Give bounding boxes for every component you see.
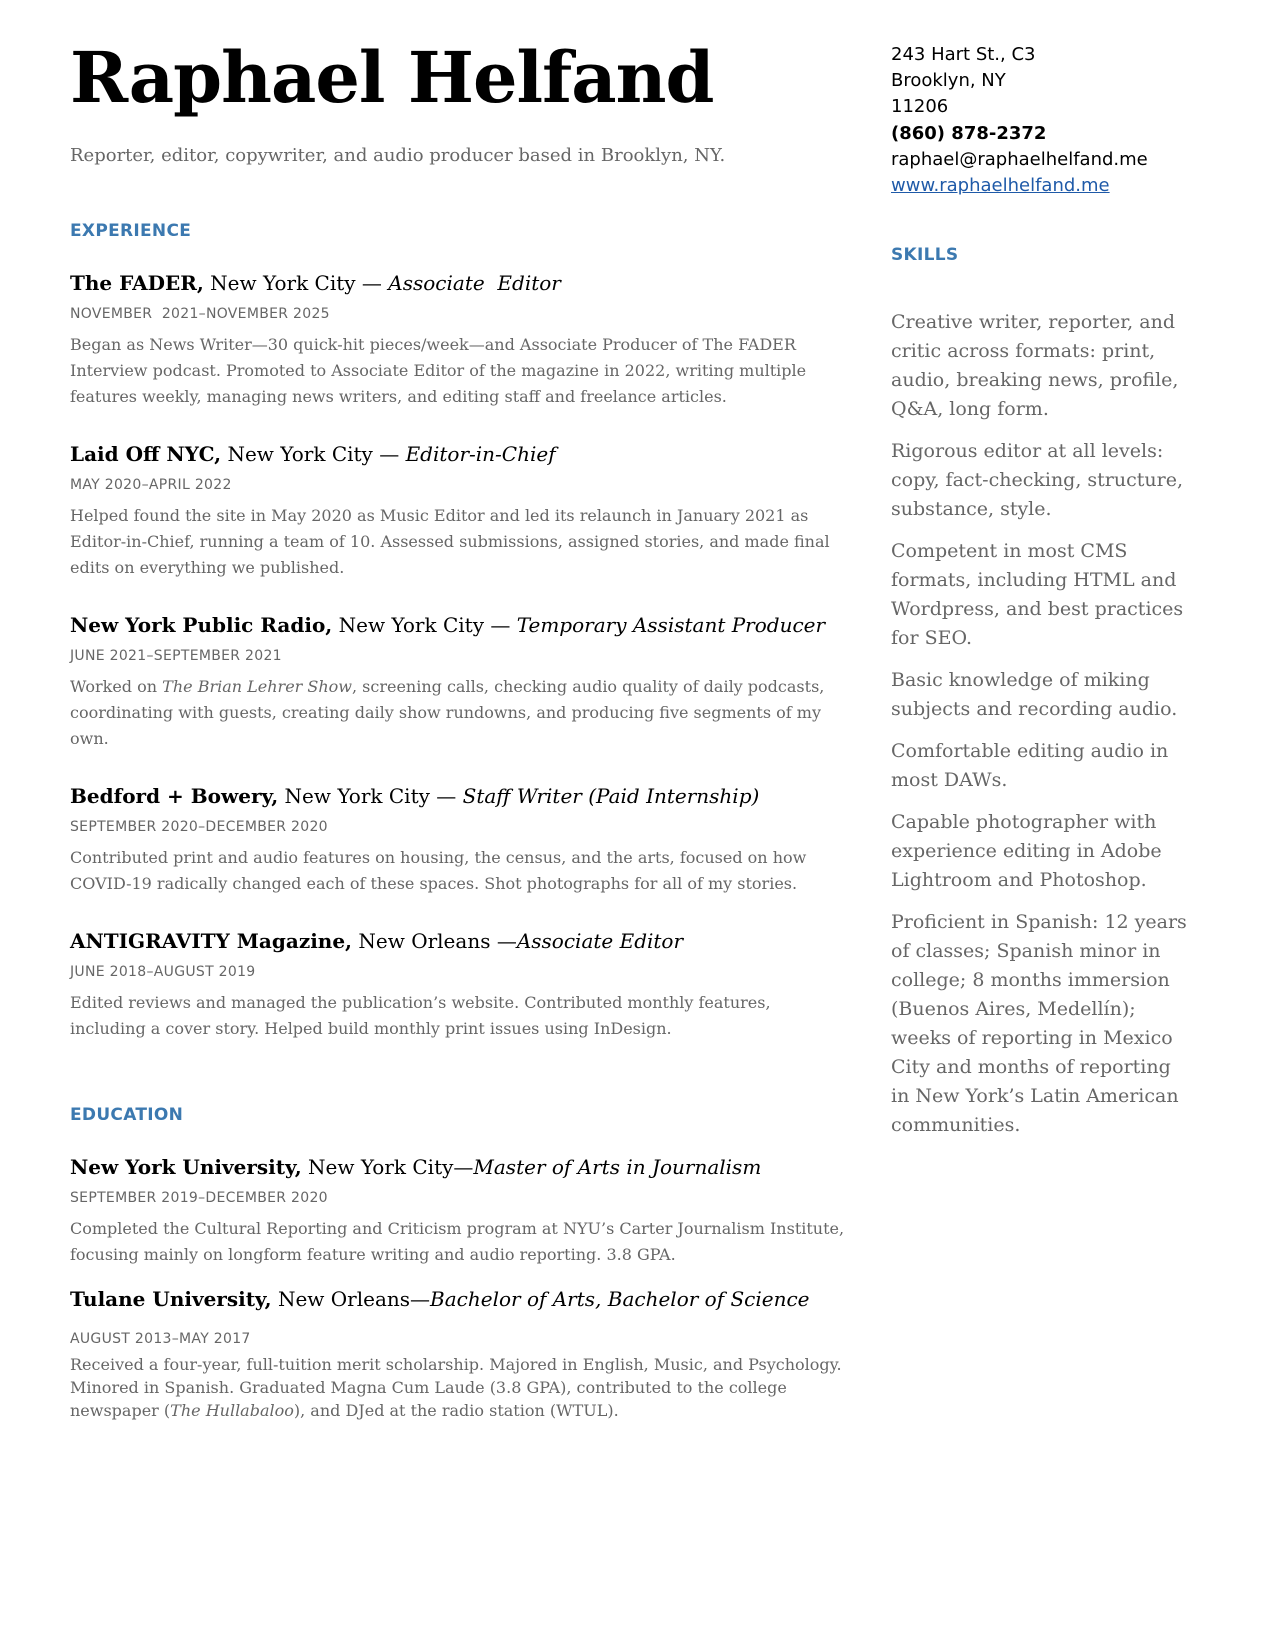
entry-org: Tulane University, <box>70 1287 272 1311</box>
entry-title <box>70 613 850 637</box>
experience-heading: EXPERIENCE <box>70 221 192 241</box>
entry-org: Laid Off NYC, <box>70 442 222 466</box>
desc-text: , screening calls, checking audio quality of daily podcasts, coordinating with guests, creating daily show rundowns, and producing five segments of my own. <box>70 677 825 748</box>
entry-dates: SEPTEMBER 2020–DECEMBER 2020 <box>70 819 328 835</box>
entry-location: New York City — <box>203 271 389 295</box>
skills-list <box>891 308 1191 1153</box>
skill-item: Rigorous editor at all levels: copy, fact-checking, structure, substance, style. <box>891 440 1184 520</box>
experience-entry <box>70 929 850 1042</box>
entry-dates: JUNE 2021–SEPTEMBER 2021 <box>70 648 282 664</box>
newspaper-title: The Hullabaloo <box>170 1401 294 1420</box>
contact-city: Brooklyn, NY <box>891 70 1006 92</box>
entry-description: Began as News Writer—30 quick-hit pieces/week—and Associate Producer of The FADER Interview podcast. Promoted to Associate Editor of the magazine in 2022, writing multiple features weekly, managing news writers, and editing staff and freelance articles. <box>70 335 807 406</box>
entry-description: Helped found the site in May 2020 as Music Editor and led its relaunch in January 2021 as Editor-in-Chief, running a team of 10. Assessed submissions, assigned stories, and made final edits on everything we published. <box>70 506 830 577</box>
entry-title <box>70 784 850 808</box>
entry-degree: Bachelor of Arts, Bachelor of Science <box>430 1287 810 1311</box>
experience-entry <box>70 271 850 410</box>
entry-location: New York City— <box>301 1155 474 1179</box>
entry-location: New York City — <box>332 613 517 637</box>
contact-zip: 11206 <box>891 96 949 118</box>
contact-block <box>891 42 1148 199</box>
entry-description: Completed the Cultural Reporting and Criticism program at NYU’s Carter Journalism Institute, focusing mainly on longform feature writing and audio reporting. 3.8 GPA. <box>70 1219 845 1264</box>
skills-heading: SKILLS <box>891 245 959 265</box>
desc-text: Worked on <box>70 677 163 696</box>
skill-item: Proficient in Spanish: 12 years of classes; Spanish minor in college; 8 months immersion (Buenos Aires, Medellín); weeks of reporting in Mexico City and months of reporting in New York’s Latin American communities. <box>891 911 1187 1136</box>
entry-dates: JUNE 2018–AUGUST 2019 <box>70 964 256 980</box>
skill-item: Capable photographer with experience editing in Adobe Lightroom and Photoshop. <box>891 811 1162 891</box>
entry-title <box>70 442 850 466</box>
entry-role: Temporary Assistant Producer <box>516 613 826 637</box>
entry-title <box>70 929 850 953</box>
skill-item: Comfortable editing audio in most DAWs. <box>891 740 1169 791</box>
entry-role: Editor-in-Chief <box>405 442 556 466</box>
education-entry <box>70 1155 850 1268</box>
entry-description: Edited reviews and managed the publication’s website. Contributed monthly features, including a cover story. Helped build monthly print issues using InDesign. <box>70 993 771 1038</box>
entry-degree: Master of Arts in Journalism <box>473 1155 762 1179</box>
entry-dates: AUGUST 2013–MAY 2017 <box>70 1331 251 1347</box>
entry-dates: MAY 2020–APRIL 2022 <box>70 477 232 493</box>
entry-title <box>70 1287 850 1311</box>
skill-item: Creative writer, reporter, and critic across formats: print, audio, breaking news, profile, Q&A, long form. <box>891 311 1179 420</box>
entry-org: New York Public Radio, <box>70 613 333 637</box>
skill-item: Competent in most CMS formats, including HTML and Wordpress, and best practices for SEO. <box>891 540 1184 649</box>
tagline: Reporter, editor, copywriter, and audio producer based in Brooklyn, NY. <box>70 145 726 166</box>
experience-entry <box>70 613 850 752</box>
education-entry <box>70 1287 850 1422</box>
experience-entry <box>70 784 850 897</box>
entry-description <box>70 1353 870 1422</box>
entry-location: New York City — <box>221 442 406 466</box>
contact-email: raphael@raphaelhelfand.me <box>891 148 1148 170</box>
entry-org: ANTIGRAVITY Magazine, <box>70 929 353 953</box>
entry-location: New Orleans — <box>352 929 517 953</box>
entry-org: The FADER, <box>70 271 204 295</box>
desc-text: Received a four-year, full-tuition merit scholarship. Majored in English, Music, and Psychology. Minored in Spanish. Graduated Magna Cum Laude (3.8 GPA), contributed to the college newspaper ( <box>70 1355 842 1420</box>
entry-title <box>70 271 850 295</box>
website-link[interactable]: www.raphaelhelfand.me <box>891 175 1110 197</box>
entry-description: Contributed print and audio features on housing, the census, and the arts, focused on how COVID-19 radically changed each of these spaces. Shot photographs for all of my stories. <box>70 848 807 893</box>
entry-dates: SEPTEMBER 2019–DECEMBER 2020 <box>70 1190 328 1206</box>
entry-description <box>70 674 850 752</box>
desc-text: ), and DJed at the radio station (WTUL). <box>293 1401 619 1420</box>
education-heading: EDUCATION <box>70 1105 184 1125</box>
entry-location: New York City — <box>278 784 463 808</box>
entry-role: Associate Editor <box>516 929 684 953</box>
contact-street: 243 Hart St., C3 <box>891 44 1036 65</box>
entry-org: New York University, <box>70 1155 302 1179</box>
resume-name: Raphael Helfand <box>70 36 714 119</box>
entry-role: Staff Writer (Paid Internship) <box>462 784 760 808</box>
entry-role: Associate Editor <box>388 271 561 295</box>
entry-location: New Orleans— <box>271 1287 431 1311</box>
show-title: The Brian Lehrer Show <box>162 677 352 696</box>
skill-item: Basic knowledge of miking subjects and recording audio. <box>891 669 1178 720</box>
contact-phone: (860) 878-2372 <box>891 122 1047 144</box>
entry-title <box>70 1155 850 1179</box>
experience-entry <box>70 442 850 581</box>
entry-dates: NOVEMBER 2021–NOVEMBER 2025 <box>70 306 330 322</box>
entry-org: Bedford + Bowery, <box>70 784 279 808</box>
